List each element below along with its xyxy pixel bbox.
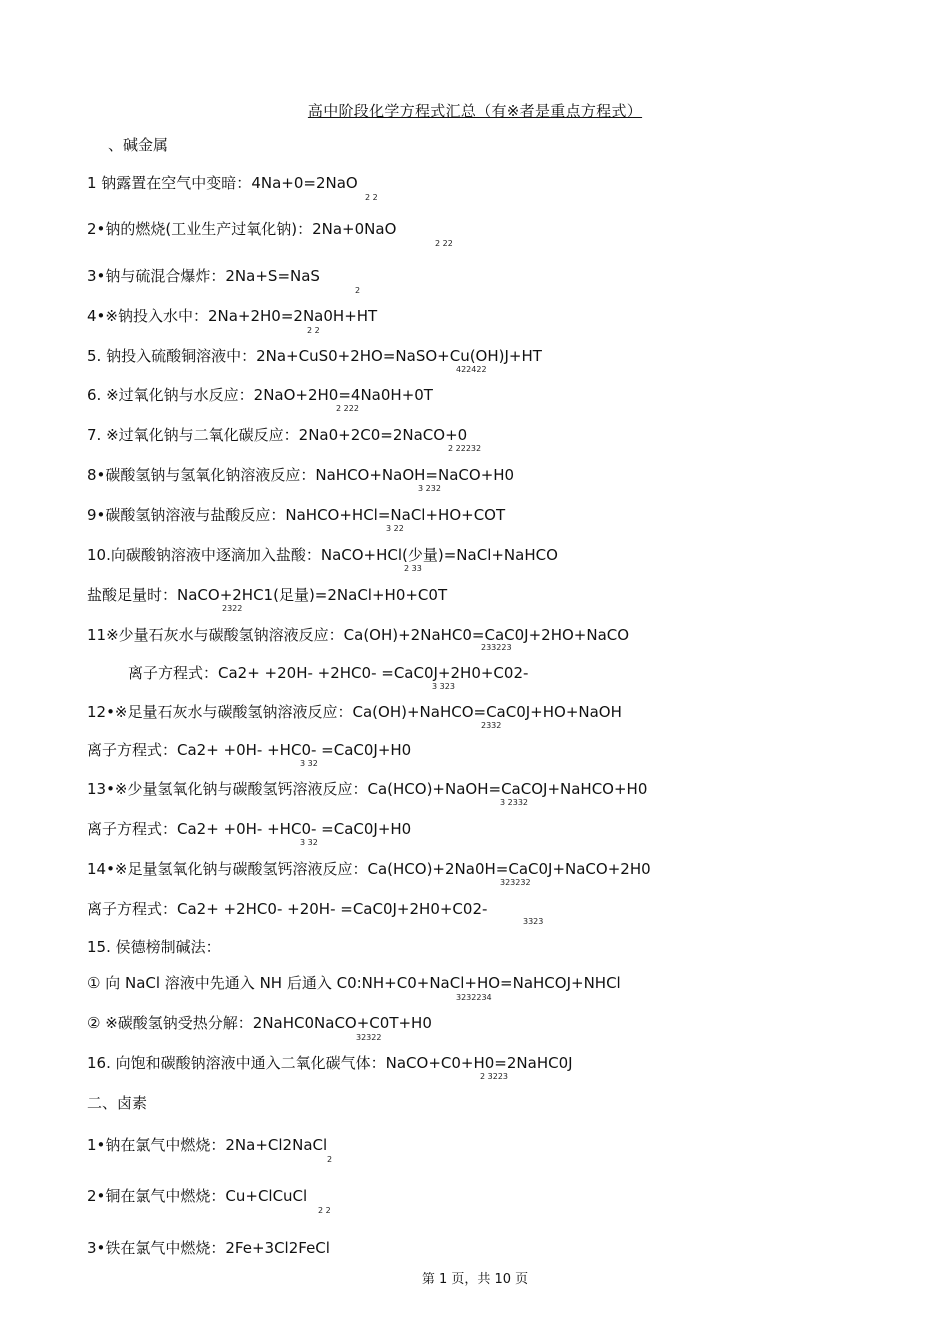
equation-subscripts: 2322 xyxy=(222,604,243,613)
equation-subscripts: 2 222 xyxy=(336,404,359,413)
equation-line: 3•铁在氯气中燃烧：2Fe+3Cl2FeCl xyxy=(87,1239,330,1257)
equation-subscripts: 2 3223 xyxy=(480,1072,508,1081)
equation-subscripts: 2 22 xyxy=(435,239,453,248)
section-subheading: 15. 侯德榜制碱法： xyxy=(87,938,221,956)
equation-line: 10.向碳酸钠溶液中逐滴加入盐酸：NaCO+HCl(少量)=NaCl+NaHCO xyxy=(87,546,558,564)
page-footer: 第 1 页，共 10 页 xyxy=(421,1272,529,1287)
equation-subscripts: 3 22 xyxy=(386,524,404,533)
equation-subscripts: 3 32 xyxy=(300,838,318,847)
equation-subscripts: 2332 xyxy=(481,721,502,730)
section-heading: 二、卤素 xyxy=(87,1094,148,1112)
equation-line: 8•碳酸氢钠与氢氧化钠溶液反应：NaHCO+NaOH=NaCO+H0 xyxy=(87,466,515,484)
equation-line: 2•钠的燃烧(工业生产过氧化钠)：2Na+0NaO xyxy=(87,220,397,238)
equation-line: 1•钠在氯气中燃烧：2Na+Cl2NaCl xyxy=(87,1136,328,1154)
equation-subscripts: 2 22232 xyxy=(448,444,482,453)
equation-line: 12•※足量石灰水与碳酸氢钠溶液反应：Ca(OH)+NaHCO=CaC0J+HO+NaOH xyxy=(87,703,622,721)
equation-line: ② ※碳酸氢钠受热分解：2NaHC0NaCO+C0T+H0 xyxy=(87,1014,432,1032)
equation-subscripts: 32322 xyxy=(356,1033,382,1042)
equation-subscripts: 3 2332 xyxy=(500,798,528,807)
equation-subscripts: 2 xyxy=(355,286,361,295)
equation-subscripts: 3 323 xyxy=(432,682,455,691)
equation-subscripts: 2 xyxy=(327,1155,333,1164)
ionic-equation-line: 离子方程式：Ca2+ +2HC0- +20H- =CaC0J+2H0+C02- xyxy=(87,900,488,918)
equation-line: 13•※少量氢氧化钠与碳酸氢钙溶液反应：Ca(HCO)+NaOH=CaCOJ+NaHCO+H0 xyxy=(87,780,648,798)
section-heading: 、碱金属 xyxy=(108,136,169,154)
equation-line: 11※少量石灰水与碳酸氢钠溶液反应：Ca(OH)+2NaHC0=CaC0J+2HO+NaCO xyxy=(87,626,630,644)
equation-subscripts: 3323 xyxy=(523,917,544,926)
equation-line: 2•铜在氯气中燃烧：Cu+ClCuCl xyxy=(87,1187,308,1205)
equation-subscripts: 3 32 xyxy=(300,759,318,768)
equation-line: 14•※足量氢氧化钠与碳酸氢钙溶液反应：Ca(HCO)+2Na0H=CaC0J+NaCO+2H0 xyxy=(87,860,651,878)
equation-subscripts: 3232234 xyxy=(456,993,492,1002)
equation-line: 3•钠与硫混合爆炸：2Na+S=NaS xyxy=(87,267,320,285)
equation-line: 1 钠露置在空气中变暗：4Na+0=2NaO xyxy=(87,174,358,192)
equation-line: 4•※钠投入水中：2Na+2H0=2Na0H+HT xyxy=(87,307,378,325)
equation-subscripts: 233223 xyxy=(481,643,512,652)
equation-line: ① 向 NaCl 溶液中先通入 NH 后通入 C0:NH+C0+NaCl+HO=NaHCOJ+NHCl xyxy=(87,974,621,992)
equation-subscripts: 422422 xyxy=(456,365,487,374)
equation-line: 7. ※过氧化钠与二氧化碳反应：2Na0+2C0=2NaCO+0 xyxy=(87,426,468,444)
equation-line: 16. 向饱和碳酸钠溶液中通入二氧化碳气体：NaCO+C0+H0=2NaHC0J xyxy=(87,1054,573,1072)
equation-subscripts: 2 2 xyxy=(307,326,320,335)
equation-line: 9•碳酸氢钠溶液与盐酸反应：NaHCO+HCl=NaCl+HO+COT xyxy=(87,506,506,524)
ionic-equation-line: 离子方程式：Ca2+ +0H- +HC0- =CaC0J+H0 xyxy=(87,820,412,838)
equation-subscripts: 2 2 xyxy=(365,193,378,202)
equation-line: 盐酸足量时：NaCO+2HC1(足量)=2NaCl+H0+C0T xyxy=(87,586,448,604)
equation-subscripts: 2 2 xyxy=(318,1206,331,1215)
ionic-equation-line: 离子方程式：Ca2+ +0H- +HC0- =CaC0J+H0 xyxy=(87,741,412,759)
equation-subscripts: 323232 xyxy=(500,878,531,887)
document-title: 高中阶段化学方程式汇总（有※者是重点方程式） xyxy=(307,102,643,120)
equation-subscripts: 2 33 xyxy=(404,564,422,573)
equation-subscripts: 3 232 xyxy=(418,484,441,493)
equation-line: 5. 钠投入硫酸铜溶液中：2Na+CuS0+2HO=NaSO+Cu(OH)J+HT xyxy=(87,347,542,365)
ionic-equation-line: 离子方程式：Ca2+ +20H- +2HC0- =CaC0J+2H0+C02- xyxy=(128,664,529,682)
equation-line: 6. ※过氧化钠与水反应：2NaO+2H0=4Na0H+0T xyxy=(87,386,433,404)
